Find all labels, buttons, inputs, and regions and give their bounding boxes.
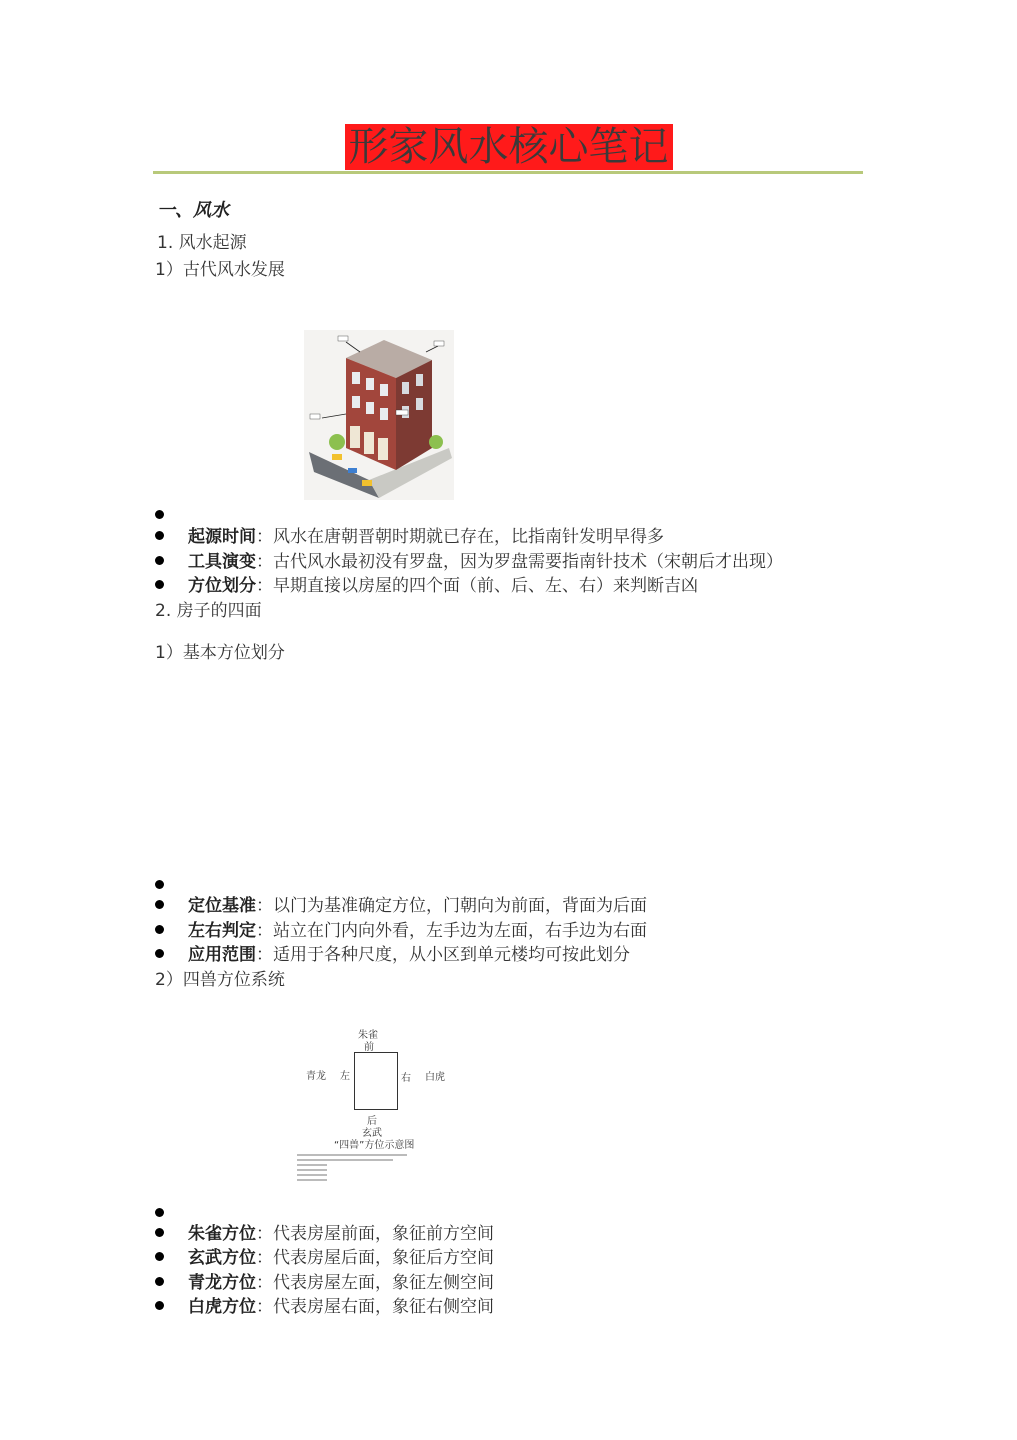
four-beasts-diagram bbox=[292, 1022, 452, 1192]
bullet-label: 白虎方位 bbox=[188, 1297, 256, 1317]
list-item bbox=[155, 1268, 494, 1293]
diagram-bottom: 后 bbox=[367, 1116, 377, 1127]
diagram-left: 左 bbox=[340, 1071, 350, 1082]
title-container bbox=[0, 124, 1017, 170]
bullet-dot bbox=[155, 1252, 164, 1261]
section-heading: 一、风水 bbox=[157, 200, 229, 221]
diagram-right: 右 bbox=[401, 1073, 411, 1084]
bullet-label: 定位基准 bbox=[188, 896, 256, 916]
subsection-heading-2-2: 2）四兽方位系统 bbox=[155, 970, 285, 990]
bullet-dot bbox=[155, 1228, 164, 1237]
bullet-text: ：以门为基准确定方位，门朝向为前面，背面为后面 bbox=[256, 896, 647, 916]
bullet-dot bbox=[155, 880, 164, 889]
title-divider bbox=[153, 171, 863, 174]
subsection-heading-1: 1. 风水起源 bbox=[157, 233, 247, 253]
bullet-dot bbox=[155, 510, 164, 519]
subsection-heading-2: 2. 房子的四面 bbox=[155, 601, 262, 621]
bullet-text: ：风水在唐朝晋朝时期就已存在，比指南针发明早得多 bbox=[256, 527, 664, 547]
diagram-caption: “四兽”方位示意图 bbox=[334, 1140, 415, 1151]
diagram-left-beast: 青龙 bbox=[306, 1071, 326, 1082]
page-title bbox=[345, 124, 673, 170]
bullet-label: 青龙方位 bbox=[188, 1273, 256, 1293]
list-item bbox=[155, 522, 664, 547]
bullet-label: 起源时间 bbox=[188, 527, 256, 547]
title-part-1: 形家 bbox=[348, 124, 429, 170]
bullet-text: ：代表房屋左面，象征左侧空间 bbox=[256, 1273, 494, 1293]
bullet-label: 方位划分 bbox=[188, 576, 256, 596]
list-item bbox=[155, 571, 698, 596]
subsection-heading-2-1: 1）基本方位划分 bbox=[155, 643, 285, 663]
bullet-dot bbox=[155, 556, 164, 565]
list-item bbox=[155, 547, 783, 572]
bullet-label: 应用范围 bbox=[188, 945, 256, 965]
list-item bbox=[155, 916, 647, 941]
bullet-dot bbox=[155, 1277, 164, 1286]
diagram-top: 前 bbox=[364, 1042, 374, 1053]
diagram-right-beast: 白虎 bbox=[425, 1072, 445, 1083]
building-icon bbox=[304, 330, 454, 500]
list-item bbox=[155, 1219, 494, 1244]
subsection-heading-1-1: 1）古代风水发展 bbox=[155, 260, 285, 280]
bullet-dot bbox=[155, 580, 164, 589]
bullet-label: 朱雀方位 bbox=[188, 1224, 256, 1244]
bullet-label: 工具演变 bbox=[188, 552, 256, 572]
bullet-text: ：代表房屋右面，象征右侧空间 bbox=[256, 1297, 494, 1317]
bullet-dot bbox=[155, 1208, 164, 1217]
title-part-2: 风水核心笔记 bbox=[428, 124, 669, 170]
bullet-text: ：站立在门内向外看，左手边为左面，右手边为右面 bbox=[256, 921, 647, 941]
building-illustration bbox=[304, 330, 454, 500]
bullet-label: 左右判定 bbox=[188, 921, 256, 941]
bullet-text: ：代表房屋前面，象征前方空间 bbox=[256, 1224, 494, 1244]
bullet-dot bbox=[155, 1301, 164, 1310]
list-item bbox=[155, 940, 630, 965]
diagram-fine-print bbox=[297, 1152, 417, 1190]
bullet-dot bbox=[155, 925, 164, 934]
list-item bbox=[155, 1292, 494, 1317]
bullet-dot bbox=[155, 949, 164, 958]
diagram-bottom-beast: 玄武 bbox=[362, 1128, 382, 1139]
bullet-text: ：古代风水最初没有罗盘，因为罗盘需要指南针技术（宋朝后才出现） bbox=[256, 552, 783, 572]
bullet-label: 玄武方位 bbox=[188, 1248, 256, 1268]
list-item bbox=[155, 891, 647, 916]
house-outline bbox=[354, 1052, 398, 1110]
bullet-dot bbox=[155, 531, 164, 540]
bullet-text: ：早期直接以房屋的四个面（前、后、左、右）来判断吉凶 bbox=[256, 576, 698, 596]
list-item bbox=[155, 1243, 494, 1268]
bullet-text: ：适用于各种尺度，从小区到单元楼均可按此划分 bbox=[256, 945, 630, 965]
bullet-dot bbox=[155, 900, 164, 909]
bullet-text: ：代表房屋后面，象征后方空间 bbox=[256, 1248, 494, 1268]
diagram-top-beast: 朱雀 bbox=[358, 1030, 378, 1041]
